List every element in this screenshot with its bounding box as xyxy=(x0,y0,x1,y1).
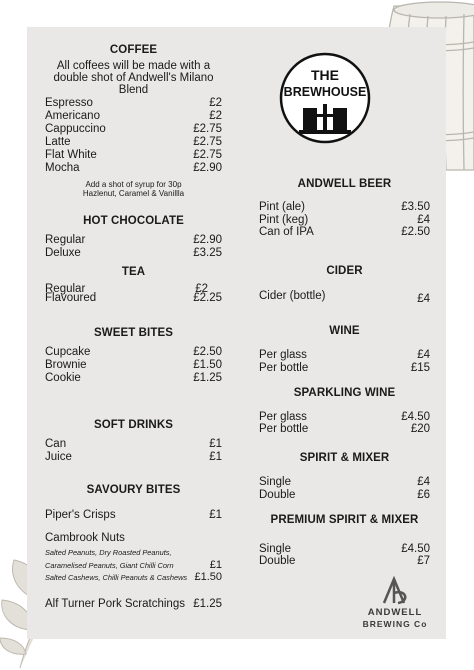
hot-chocolate-title: HOT CHOCOLATE xyxy=(83,215,184,227)
item-name: Americano xyxy=(45,110,100,122)
menu-item xyxy=(259,543,430,555)
nut-variety-text: Salted Peanuts, Dry Roasted Peanuts, xyxy=(45,548,172,557)
item-name: Cappuccino xyxy=(45,123,106,135)
item-name: Pint (ale) xyxy=(259,201,306,213)
item-name: Mocha xyxy=(45,162,80,174)
item-name: Alf Turner Pork Scratchings xyxy=(45,598,185,610)
item-price: £2.90 xyxy=(193,234,222,246)
menu-item xyxy=(45,162,222,174)
item-name: Per glass xyxy=(259,411,307,423)
item-name: Per bottle xyxy=(259,423,309,435)
premium-spirit-mixer-title: PREMIUM SPIRIT & MIXER xyxy=(270,514,419,526)
item-name: Per glass xyxy=(259,349,307,361)
item-price: £1 xyxy=(209,559,222,571)
menu-item xyxy=(45,346,222,358)
item-price: £4 xyxy=(417,349,430,361)
item-price: £4 xyxy=(417,293,430,305)
item-price: £6 xyxy=(417,489,430,501)
item-name: Latte xyxy=(45,136,71,148)
wine-title: WINE xyxy=(329,325,360,337)
nut-variety xyxy=(45,560,222,571)
item-price: £20 xyxy=(410,423,430,435)
item-name: Cupcake xyxy=(45,346,91,358)
soft-drinks-title: SOFT DRINKS xyxy=(93,419,174,431)
item-price: £3.50 xyxy=(401,201,430,213)
nut-variety-text: Salted Cashews, Chilli Peanuts & Cashews xyxy=(45,573,188,582)
menu-item xyxy=(259,214,430,226)
item-name: Flat White xyxy=(45,149,97,161)
item-price: £1.50 xyxy=(193,359,222,371)
menu-item xyxy=(259,201,430,213)
item-price: £2.75 xyxy=(193,149,222,161)
item-price: £1.50 xyxy=(194,571,222,583)
item-name: Can of IPA xyxy=(259,226,314,238)
item-name: Per bottle xyxy=(259,362,309,374)
item-price: £2.75 xyxy=(193,136,222,148)
item-name: Single xyxy=(259,476,291,488)
syrup-note: Add a shot of syrup for 30p xyxy=(85,180,182,189)
item-name: Can xyxy=(45,438,67,450)
cider-title: CIDER xyxy=(326,265,363,277)
item-price: £2 xyxy=(209,97,222,109)
brand-line1: ANDWELL xyxy=(367,607,423,618)
item-price: £2.25 xyxy=(193,292,222,304)
menu-item xyxy=(45,292,222,304)
item-name: Regular xyxy=(45,234,86,246)
menu-item xyxy=(259,555,430,567)
menu-item xyxy=(45,123,222,135)
nut-variety-text: Caramelised Peanuts, Giant Chilli Corn xyxy=(45,561,174,570)
menu-item xyxy=(45,359,222,371)
spirit-mixer-title: SPIRIT & MIXER xyxy=(299,452,390,464)
menu-item xyxy=(45,149,222,161)
cambrook-nuts-heading: Cambrook Nuts xyxy=(45,532,125,544)
menu-item xyxy=(45,136,222,148)
item-price: £4 xyxy=(417,214,430,226)
andwell-brewing-logo xyxy=(360,575,430,635)
logo-line1: THE xyxy=(311,67,339,83)
item-price: £2.50 xyxy=(401,226,430,238)
item-price: £2 xyxy=(209,110,222,122)
sweet-bites-title: SWEET BITES xyxy=(93,327,174,339)
coffee-title: COFFEE xyxy=(109,44,158,56)
item-price: £2 xyxy=(195,283,208,295)
item-name: Regular xyxy=(45,283,86,295)
menu-panel xyxy=(27,27,446,639)
item-name: Double xyxy=(259,489,296,501)
menu-item xyxy=(45,451,222,463)
brewhouse-logo xyxy=(279,52,371,144)
item-price: £4.50 xyxy=(401,411,430,423)
item-price: £15 xyxy=(410,362,430,374)
menu-item xyxy=(259,411,430,423)
item-name: Double xyxy=(259,555,296,567)
savoury-bites-title: SAVOURY BITES xyxy=(86,484,181,496)
menu-item xyxy=(45,97,222,109)
sparkling-wine-title: SPARKLING WINE xyxy=(293,387,396,399)
item-price: £1.25 xyxy=(193,598,222,610)
menu-item xyxy=(259,362,430,374)
item-name: Piper's Crisps xyxy=(45,509,116,521)
item-price: £1.25 xyxy=(193,372,222,384)
menu-item xyxy=(259,489,430,501)
item-name: Espresso xyxy=(45,97,93,109)
andwell-beer-title: ANDWELL BEER xyxy=(297,178,392,190)
nut-variety xyxy=(45,572,222,583)
item-price: £2.90 xyxy=(193,162,222,174)
menu-item xyxy=(45,509,222,521)
item-price: £7 xyxy=(417,555,430,567)
menu-item xyxy=(259,476,430,488)
nut-variety xyxy=(45,548,222,558)
item-name: Cookie xyxy=(45,372,81,384)
item-price: £2.75 xyxy=(193,123,222,135)
item-price: £4.50 xyxy=(401,543,430,555)
menu-item xyxy=(259,290,430,305)
logo-line2: BREWHOUSE xyxy=(283,85,367,99)
menu-item xyxy=(259,349,430,361)
menu-item xyxy=(45,598,222,610)
menu-item xyxy=(259,423,430,435)
item-name: Cider (bottle) xyxy=(259,290,326,302)
item-price: £1 xyxy=(209,438,222,450)
item-name: Flavoured xyxy=(45,292,97,304)
item-name: Juice xyxy=(45,451,72,463)
item-price: £4 xyxy=(417,476,430,488)
andwell-monogram-icon xyxy=(360,575,430,605)
item-name: Pint (keg) xyxy=(259,214,309,226)
menu-item xyxy=(45,234,222,246)
tea-title: TEA xyxy=(121,266,146,278)
item-price: £3.25 xyxy=(193,247,222,259)
item-price: £1 xyxy=(209,451,222,463)
syrup-flavours: Hazlenut, Caramel & Vanillla xyxy=(82,189,185,198)
menu-item xyxy=(45,372,222,384)
menu-item xyxy=(259,226,430,238)
menu-item xyxy=(45,247,222,259)
item-name: Single xyxy=(259,543,291,555)
menu-item xyxy=(45,438,222,450)
item-price: £1 xyxy=(209,509,222,521)
coffee-intro-3: Blend xyxy=(118,84,149,96)
item-name: Brownie xyxy=(45,359,87,371)
item-name: Deluxe xyxy=(45,247,81,259)
coffee-intro-1: All coffees will be made with a xyxy=(56,60,211,72)
coffee-intro-2: double shot of Andwell's Milano xyxy=(53,72,214,84)
brand-line2: BREWING Co xyxy=(362,619,428,629)
item-price: £2.50 xyxy=(193,346,222,358)
menu-item xyxy=(45,110,222,122)
